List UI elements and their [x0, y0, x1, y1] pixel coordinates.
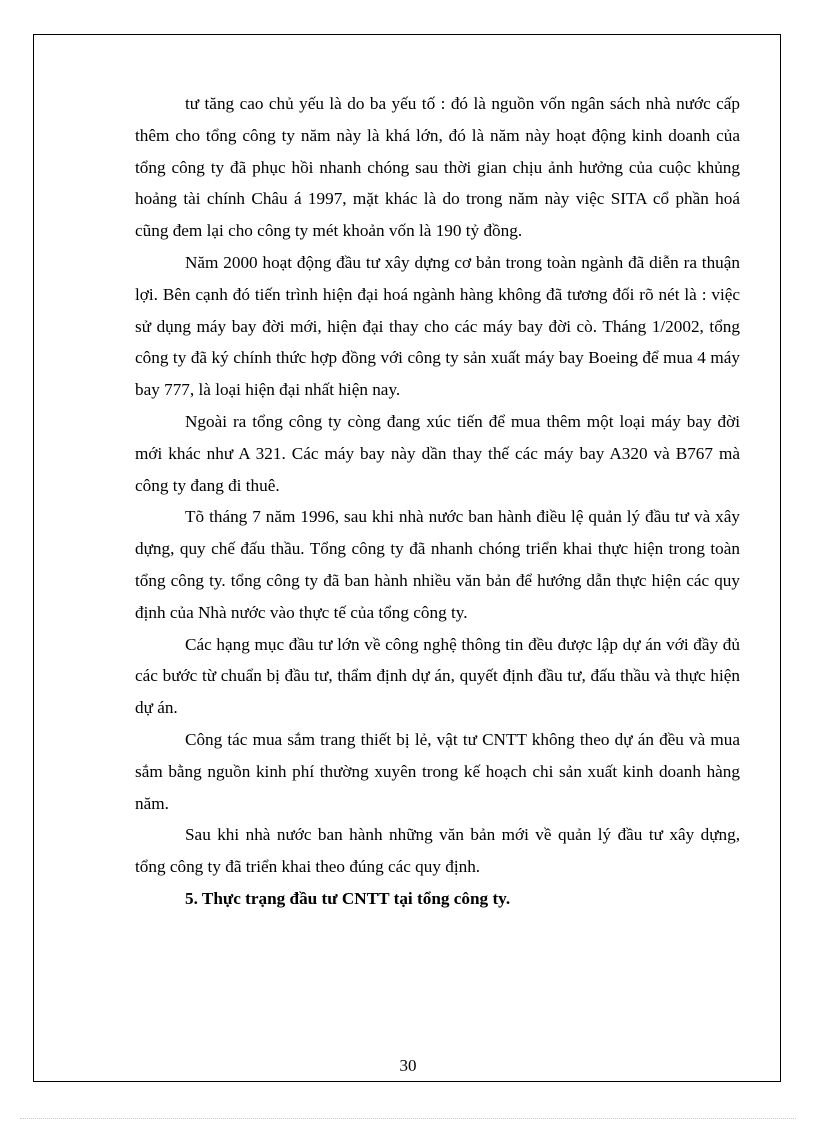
section-heading: 5. Thực trạng đầu tư CNTT tại tổng công ty.	[185, 888, 511, 908]
bottom-divider	[20, 1118, 796, 1119]
body-text	[135, 88, 740, 915]
paragraph: Năm 2000 hoạt động đầu tư xây dựng cơ bản trong toàn ngành đã diễn ra thuận lợi. Bên cạnh đó tiến trình hiện đại hoá ngành hàng không đã tương đối rõ nét là : việc sử dụng máy bay đời mới, hiện đại thay cho các máy bay đời cò. Tháng 1/2002, tổng công ty đã ký chính thức hợp đồng với công ty sản xuất máy bay Boeing để mua 4 máy bay 777, là loại hiện đại nhất hiện nay.	[135, 252, 740, 400]
paragraph: tư tăng cao chủ yếu là do ba yếu tố : đó là nguồn vốn ngân sách nhà nước cấp thêm cho tổng công ty năm này là khá lớn, đó là năm này hoạt động kinh doanh của tổng công ty đã phục hồi nhanh chóng sau thời gian chịu ảnh hưởng của cuộc khủng hoảng tài chính Châu á 1997, mặt khác là do trong năm này việc SITA cổ phần hoá cũng đem lại cho công ty mét khoản vốn là 190 tỷ đồng.	[135, 94, 740, 241]
paragraph: Ngoài ra tổng công ty còng đang xúc tiến để mua thêm một loại máy bay đời mới khác như A 321. Các máy bay này dần thay thế các máy bay A320 và B767 mà công ty đang đi thuê.	[135, 411, 740, 495]
paragraph: Tõ tháng 7 năm 1996, sau khi nhà nước ban hành điều lệ quản lý đầu tư và xây dựng, quy chế đấu thầu. Tổng công ty đã nhanh chóng triển khai thực hiện trong toàn tổng công ty. tổng công ty đã ban hành nhiều văn bản để hướng dẫn thực hiện các quy định của Nhà nước vào thực tế của tổng công ty.	[135, 507, 740, 622]
page-number: 30	[399, 1056, 417, 1075]
paragraph: Công tác mua sắm trang thiết bị lẻ, vật tư CNTT không theo dự án đều và mua sắm bằng nguồn kinh phí thường xuyên trong kế hoạch chi sản xuất kinh doanh hàng năm.	[135, 729, 740, 813]
paragraph: Các hạng mục đầu tư lớn về công nghệ thông tin đều được lập dự án với đầy đủ các bước từ chuẩn bị đầu tư, thẩm định dự án, quyết định đầu tư, đấu thầu và thực hiện dự án.	[135, 634, 740, 718]
paragraph: Sau khi nhà nước ban hành những văn bản mới về quản lý đầu tư xây dựng, tổng công ty đã triển khai theo đúng các quy định.	[135, 825, 740, 877]
